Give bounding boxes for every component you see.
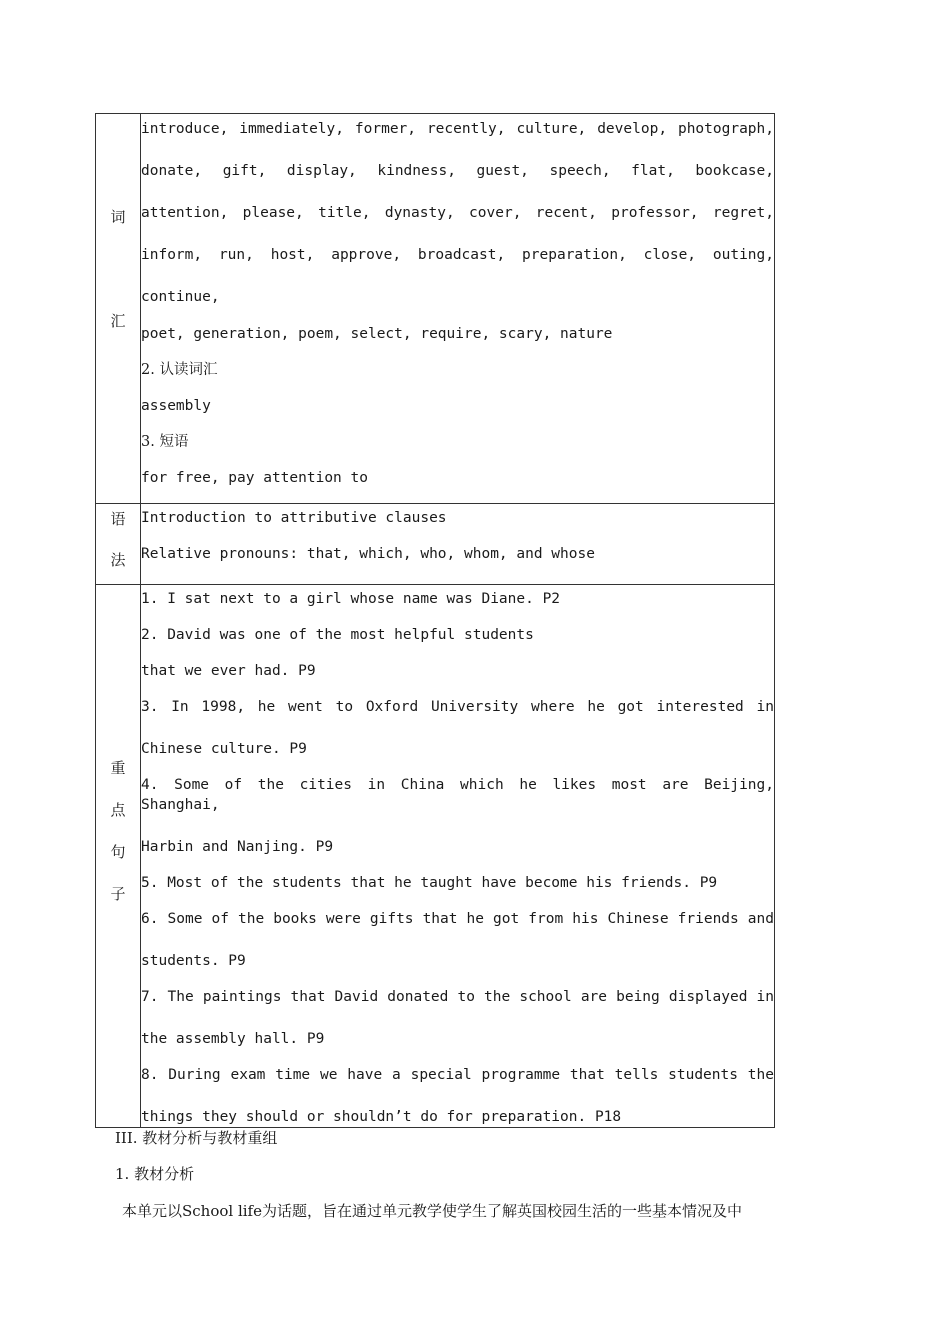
vocabulary-line: continue, — [141, 289, 220, 305]
sentence-line: 8. During exam time we have a special programme that tells students the — [141, 1067, 774, 1083]
sentence-line: 2. David was one of the most helpful students — [141, 627, 534, 643]
vocabulary-label-char-2: 汇 — [110, 312, 126, 330]
body-paragraph: 本单元以School life为话题，旨在通过单元教学使学生了解英国校园生活的一些基本情况及中 — [122, 1202, 742, 1220]
key-sentences-label-cell — [96, 585, 141, 1128]
vocabulary-line: attention, please, title, dynasty, cover, recent, professor, regret, — [141, 205, 774, 221]
sentence-line: students. P9 — [141, 953, 246, 969]
vocabulary-line: for free, pay attention to — [141, 470, 368, 486]
sentence-line: things they should or shouldn’t do for preparation. P18 — [141, 1109, 622, 1125]
grammar-row — [96, 504, 775, 585]
grammar-content — [141, 504, 775, 585]
vocabulary-line: assembly — [141, 398, 211, 414]
sentence-line: 6. Some of the books were gifts that he got from his Chinese friends and — [141, 911, 774, 927]
vocabulary-content — [141, 114, 775, 504]
subsection-heading: 1. 教材分析 — [115, 1165, 195, 1183]
sentence-line: Harbin and Nanjing. P9 — [141, 839, 334, 855]
sentence-line: 3. In 1998, he went to Oxford University where he got interested in — [141, 699, 774, 715]
vocabulary-subheading: 3. 短语 — [141, 434, 189, 450]
sentence-line: 4. Some of the cities in China which he likes most are Beijing, Shanghai, — [141, 777, 774, 813]
section-heading: III. 教材分析与教材重组 — [115, 1129, 278, 1147]
key-sentences-label-char-4: 子 — [110, 885, 126, 903]
vocabulary-line: inform, run, host, approve, broadcast, preparation, close, outing, — [141, 247, 774, 263]
key-sentences-label-char-2: 点 — [110, 801, 126, 819]
vocabulary-line: donate, gift, display, kindness, guest, speech, flat, bookcase, — [141, 163, 774, 179]
sentence-line: Chinese culture. P9 — [141, 741, 307, 757]
grammar-label-char-2: 法 — [110, 551, 126, 569]
vocabulary-row — [96, 114, 775, 504]
vocabulary-subheading: 2. 认读词汇 — [141, 362, 218, 378]
sentence-line: 5. Most of the students that he taught have become his friends. P9 — [141, 875, 718, 891]
vocabulary-line: introduce, immediately, former, recently, culture, develop, photograph, — [141, 121, 774, 137]
sentence-line: that we ever had. P9 — [141, 663, 316, 679]
key-sentences-row — [96, 585, 775, 1128]
key-sentences-content — [141, 585, 775, 1128]
content-table — [95, 113, 775, 1128]
sentence-line: 1. I sat next to a girl whose name was Diane. P2 — [141, 591, 561, 607]
vocabulary-label-char-1: 词 — [110, 208, 126, 226]
grammar-label-char-1: 语 — [110, 510, 126, 528]
key-sentences-label-char-1: 重 — [110, 759, 126, 777]
key-sentences-label-char-3: 句 — [110, 843, 126, 861]
grammar-line: Introduction to attributive clauses — [141, 510, 447, 526]
vocabulary-line: poet, generation, poem, select, require, scary, nature — [141, 326, 613, 342]
grammar-label-cell — [96, 504, 141, 585]
vocabulary-label-cell — [96, 114, 141, 504]
grammar-line: Relative pronouns: that, which, who, whom, and whose — [141, 546, 595, 562]
sentence-line: the assembly hall. P9 — [141, 1031, 325, 1047]
sentence-line: 7. The paintings that David donated to the school are being displayed in — [141, 989, 774, 1005]
